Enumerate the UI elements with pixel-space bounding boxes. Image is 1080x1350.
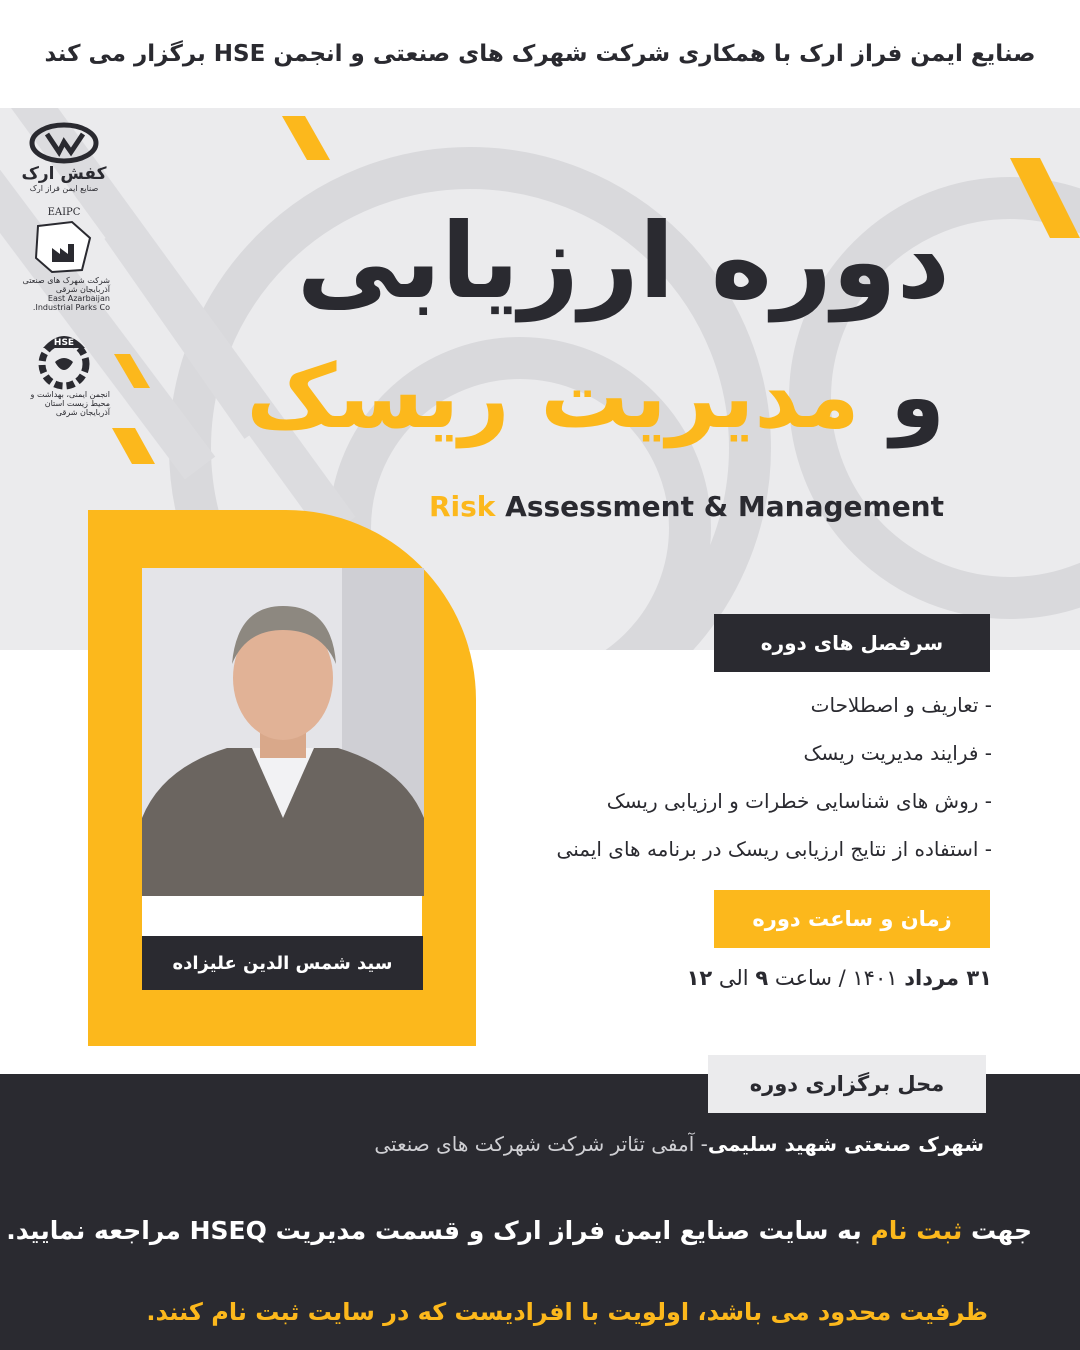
registration-note: [6, 1216, 1032, 1245]
instructor-name-tag: سید شمس الدین علیزاده: [142, 936, 423, 990]
logo-hse: [18, 326, 110, 417]
venue-heading: محل برگزاری دوره: [708, 1055, 986, 1113]
course-datetime: [687, 966, 992, 990]
date-day: ۳۱ مرداد: [904, 966, 992, 990]
venue-place: شهرک صنعتی شهید سلیمی: [707, 1132, 984, 1156]
syllabus-item: - روش های شناسایی خطرات و ارزیابی ریسک: [606, 789, 992, 813]
venue-detail: - آمفی تئاتر شرکت شهرکت های صنعتی: [374, 1132, 708, 1156]
logo-kafsh-arak: [18, 122, 110, 193]
factory-map-icon: [32, 218, 96, 276]
registration-prefix: جهت: [962, 1216, 1032, 1245]
syllabus-heading: سرفصل های دوره: [714, 614, 990, 672]
english-title-highlight: Risk: [428, 490, 496, 523]
title-highlight: مدیریت ریسک: [246, 345, 860, 448]
partner-logos: [18, 122, 110, 431]
instructor-photo: [142, 568, 424, 896]
logo2-sub: شرکت شهرک های صنعتی آذربایجان شرقی: [22, 276, 110, 294]
course-title-line1: دوره ارزیابی: [296, 200, 950, 322]
syllabus-list: [472, 690, 992, 882]
logo3-tag: HSE: [53, 338, 75, 348]
hse-gear-icon: [29, 326, 99, 390]
logo3-sub: انجمن ایمنی، بهداشت و محیط زیست استان آذربایجان شرقی: [30, 390, 110, 417]
date-year: ۱۴۰۱ / ساعت: [768, 966, 905, 990]
organizer-line: صنایع ایمن فراز ارک با همکاری شرکت شهرک های صنعتی و انجمن HSE برگزار می کند: [44, 41, 1036, 67]
english-title: [429, 490, 944, 523]
title-conjunction: و: [890, 345, 945, 448]
syllabus-item: - تعاریف و اصطلاحات: [810, 693, 992, 717]
schedule-heading: زمان و ساعت دوره: [714, 890, 990, 948]
top-banner: [0, 0, 1080, 108]
venue-text: [374, 1132, 984, 1156]
time-until: الی: [712, 966, 756, 990]
english-title-rest: Assessment & Management: [495, 490, 944, 523]
registration-rest: به سایت صنایع ایمن فراز ارک و قسمت مدیریت HSEQ مراجعه نمایید.: [6, 1216, 871, 1245]
logo-eaipc: [18, 207, 110, 312]
registration-highlight: ثبت نام: [870, 1216, 963, 1245]
capacity-note: ظرفیت محدود می باشد، اولویت با افرادیست که در سایت ثبت نام کنند.: [146, 1298, 988, 1326]
logo1-name: کفش ارک: [21, 164, 107, 184]
logo2-eng: East Azarbaijan Industrial Parks Co.: [32, 294, 110, 312]
syllabus-item: - فرایند مدیریت ریسک: [803, 741, 992, 765]
logo2-code: EAIPC: [47, 207, 81, 218]
logo1-sub: صنایع ایمن فراز ارک: [29, 184, 99, 193]
time-from: ۹: [755, 966, 769, 990]
course-title-line2: [246, 345, 945, 448]
syllabus-item: - استفاده از نتایج ارزیابی ریسک در برنامه های ایمنی: [556, 837, 992, 861]
instructor-portrait-icon: [142, 568, 424, 896]
arak-shoe-logo-icon: [29, 122, 99, 164]
time-to: ۱۲: [686, 966, 713, 990]
